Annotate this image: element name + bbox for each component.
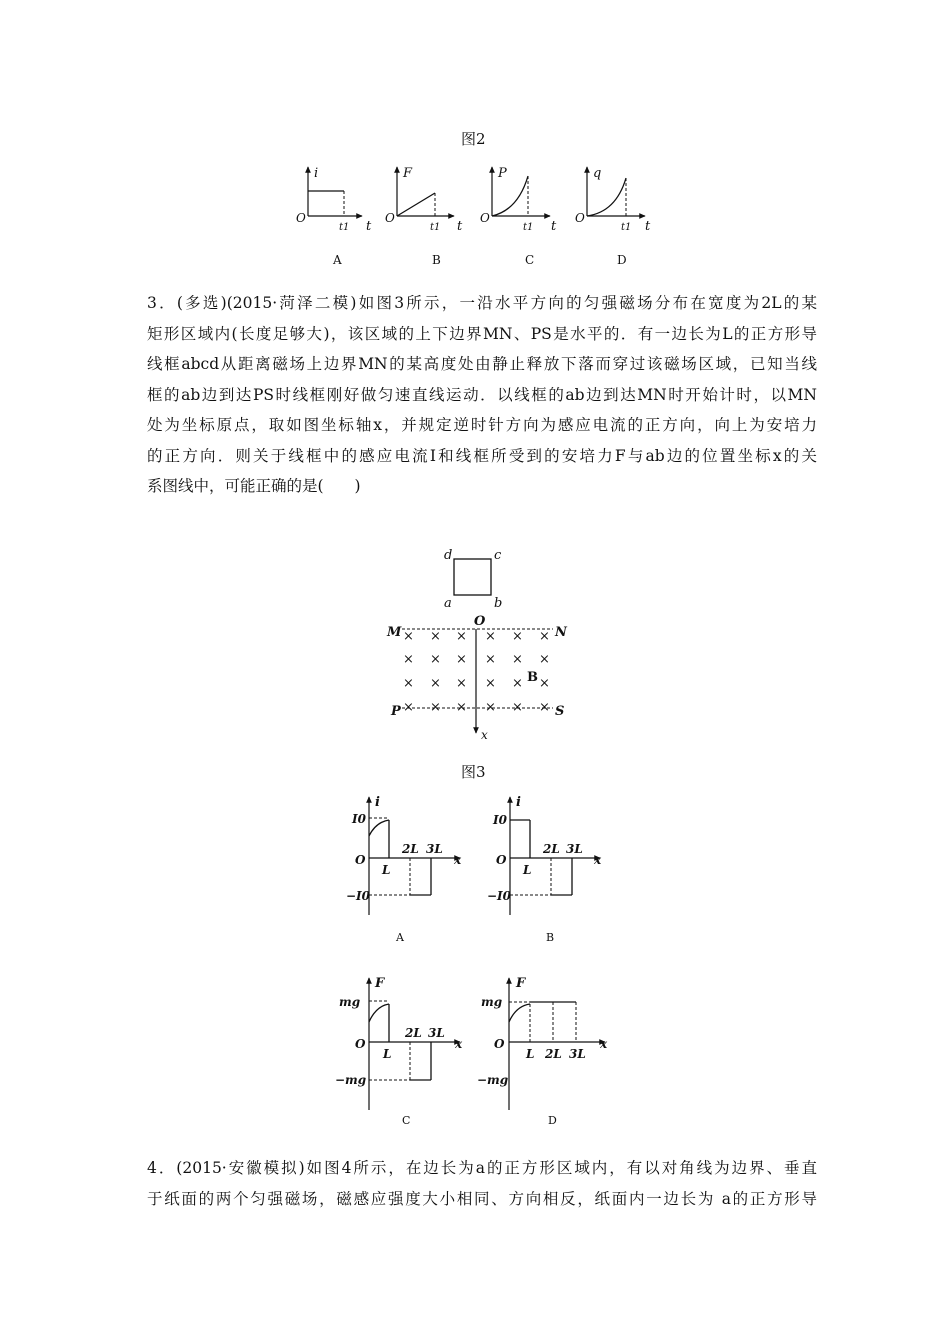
answer-c-pos: mg [339, 995, 361, 1009]
fig2-d-label: D [617, 253, 627, 267]
field-cross: × [456, 700, 467, 715]
answer-a-pos: I0 [352, 812, 366, 826]
q4-line: 4．(2015·安徽模拟)如图4所示，在边长为a的正方形区域内，有以对角线为边界、垂直 [147, 1159, 817, 1177]
label-s: S [555, 704, 565, 719]
field-cross: × [403, 652, 414, 667]
field-cross: × [512, 700, 523, 715]
fig2-d-yaxis: q [593, 166, 602, 181]
field-cross: × [403, 629, 414, 644]
field-cross: × [512, 676, 523, 691]
label-n: N [555, 625, 567, 640]
fig2-c-yaxis: P [498, 166, 507, 181]
field-cross: × [512, 652, 523, 667]
corner-c: c [494, 548, 502, 563]
answer-b-pos: I0 [493, 813, 507, 827]
answer-d-yaxis: F [516, 976, 526, 991]
field-cross: × [430, 700, 441, 715]
answer-d-origin: O [494, 1037, 505, 1051]
corner-b: b [494, 596, 503, 611]
q3-line: 系图线中，可能正确的是( ) [147, 477, 361, 495]
q4-line: 于纸面的两个匀强磁场，磁感应强度大小相同、方向相反，纸面内一边长为 a的正方形导 [147, 1189, 817, 1208]
fig2-d-origin: O [575, 211, 585, 225]
fig2-a-xaxis: t [366, 219, 372, 234]
fig2-b-yaxis: F [403, 166, 413, 181]
answer-c-yaxis: F [375, 976, 385, 991]
fig2-d-tick: t1 [621, 222, 632, 233]
answer-graph-c [335, 976, 463, 1127]
field-cross: × [485, 652, 496, 667]
field-cross: × [403, 676, 414, 691]
field-cross: × [539, 700, 550, 715]
fig2-graph-d [575, 166, 651, 267]
fig2-b-xaxis: t [457, 219, 463, 234]
answer-c-neg: −mg [335, 1073, 367, 1087]
q3-line: 矩形区域内(长度足够大)，该区域的上下边界MN、PS是水平的．有一边长为L的正方形导 [147, 324, 817, 343]
answer-b-xaxis: x [594, 853, 602, 867]
question-4-text [147, 1153, 817, 1214]
field-cross: × [456, 652, 467, 667]
answer-d-tick-3l: 3L [569, 1047, 586, 1061]
fig2-graph-c [480, 166, 557, 267]
fig2-caption: 图2 [461, 130, 486, 148]
fig2-c-tick: t1 [523, 222, 534, 233]
fig2-graphs [0, 162, 950, 272]
fig2-c-origin: O [480, 211, 490, 225]
field-cross: × [485, 629, 496, 644]
answer-graphs [0, 790, 950, 1130]
field-cross: × [456, 629, 467, 644]
answer-b-tick-2l: 2L [543, 842, 560, 856]
label-p: P [391, 704, 401, 719]
answer-b-tick-3l: 3L [566, 842, 583, 856]
field-cross: × [539, 652, 550, 667]
fig3-diagram [0, 545, 950, 745]
answer-c-tick-3l: 3L [428, 1026, 445, 1040]
field-cross: × [512, 629, 523, 644]
answer-a-xaxis: x [454, 853, 462, 867]
corner-a: a [444, 596, 452, 611]
answer-d-tick-2l: 2L [545, 1047, 562, 1061]
answer-c-xaxis: x [455, 1037, 463, 1051]
square-frame [454, 559, 491, 595]
answer-a-origin: O [355, 853, 366, 867]
fig2-b-tick: t1 [430, 222, 441, 233]
answer-graph-a [346, 795, 462, 944]
label-m: M [387, 625, 402, 640]
answer-d-label: D [548, 1114, 557, 1127]
answer-c-origin: O [355, 1037, 366, 1051]
answer-graph-b [487, 795, 602, 944]
answer-c-tick-2l: 2L [405, 1026, 422, 1040]
fig2-d-xaxis: t [645, 219, 651, 234]
field-cross: × [430, 629, 441, 644]
answer-a-tick-2l: 2L [402, 842, 419, 856]
fig2-c-label: C [525, 253, 535, 267]
answer-b-origin: O [496, 853, 507, 867]
field-cross: × [430, 652, 441, 667]
fig2-a-origin: O [296, 211, 306, 225]
answer-b-yaxis: i [516, 795, 521, 810]
field-cross: × [430, 676, 441, 691]
fig2-c-xaxis: t [551, 219, 557, 234]
q3-line: 处为坐标原点，取如图坐标轴x，并规定逆时针方向为感应电流的正方向，向上为安培力 [147, 416, 817, 434]
label-x: x [481, 728, 488, 742]
field-cross: × [403, 700, 414, 715]
fig2-b-label: B [432, 253, 441, 267]
q3-line: 的正方向．则关于线框中的感应电流I和线框所受到的安培力F与ab边的位置坐标x的关 [147, 446, 817, 465]
answer-b-label: B [546, 931, 555, 944]
answer-a-label: A [396, 931, 404, 944]
field-cross: × [456, 676, 467, 691]
fig2-graph-b [385, 166, 463, 267]
answer-d-pos: mg [481, 995, 503, 1009]
answer-d-tick-l: L [526, 1047, 535, 1061]
q3-line: 框的ab边到达PS时线框刚好做匀速直线运动．以线框的ab边到达MN时开始计时，以MN [147, 385, 817, 404]
answer-d-xaxis: x [600, 1037, 608, 1051]
fig2-a-yaxis: i [314, 166, 319, 181]
answer-a-yaxis: i [375, 795, 380, 810]
answer-b-neg: −I0 [487, 889, 512, 903]
fig3-caption: 图3 [461, 763, 486, 781]
field-cross: × [485, 676, 496, 691]
answer-d-neg: −mg [477, 1073, 509, 1087]
answer-c-label: C [402, 1114, 411, 1127]
field-cross: × [485, 700, 496, 715]
label-o: O [474, 614, 486, 629]
label-b-field: B [527, 670, 538, 685]
field-cross: × [539, 676, 550, 691]
fig2-b-origin: O [385, 211, 395, 225]
answer-graph-d [477, 976, 608, 1127]
fig2-a-tick: t1 [339, 222, 350, 233]
field-cross: × [539, 629, 550, 644]
answer-c-tick-l: L [383, 1047, 392, 1061]
q3-line: 线框abcd从距离磁场上边界MN的某高度处由静止释放下落而穿过该磁场区域，已知当线 [147, 355, 817, 373]
answer-a-tick-l: L [382, 863, 391, 877]
answer-b-tick-l: L [523, 863, 532, 877]
fig2-a-label: A [333, 253, 342, 267]
answer-a-neg: −I0 [346, 889, 371, 903]
corner-d: d [444, 548, 453, 563]
q3-line: 3．(多选)(2015·菏泽二模)如图3所示，一沿水平方向的匀强磁场分布在宽度为2L的某 [147, 294, 817, 312]
question-3-text [147, 288, 817, 502]
answer-a-tick-3l: 3L [426, 842, 443, 856]
fig2-graph-a [296, 166, 372, 267]
